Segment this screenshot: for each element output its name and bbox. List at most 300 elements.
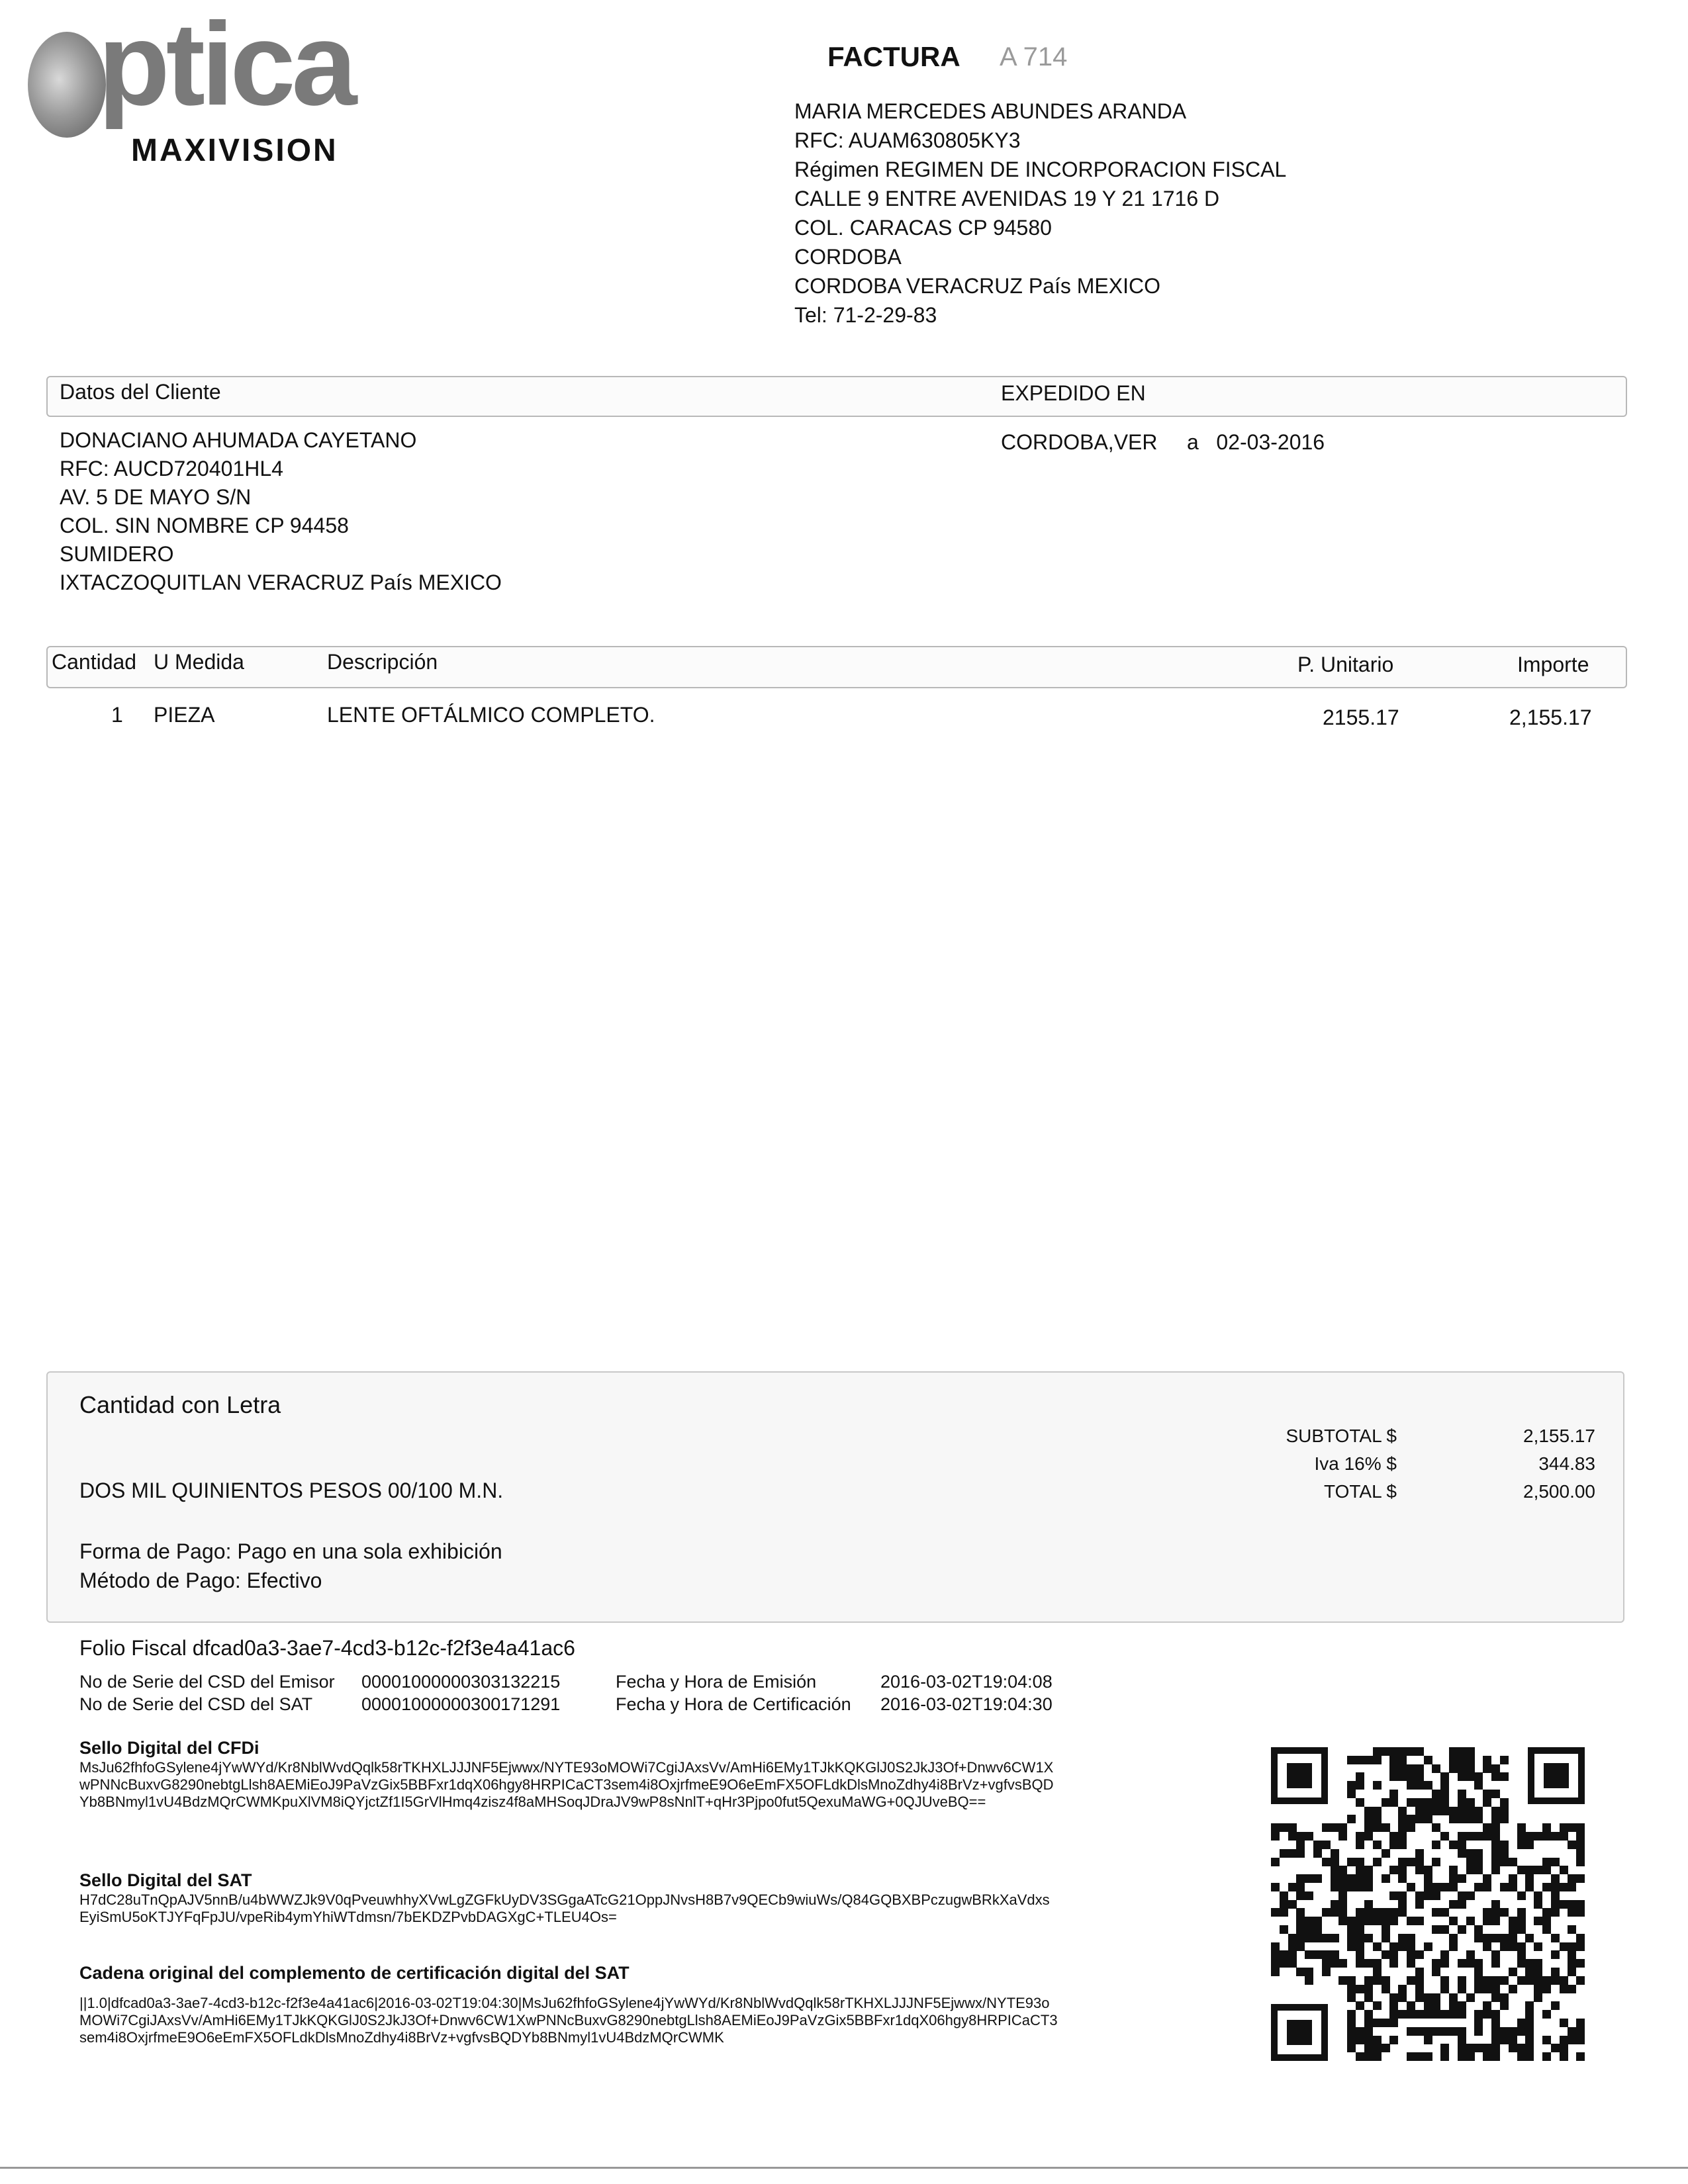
qr-module <box>1509 1917 1517 1925</box>
qr-module <box>1338 1917 1347 1925</box>
qr-module <box>1466 2052 1475 2061</box>
qr-module <box>1458 1772 1466 1781</box>
qr-module <box>1542 1866 1551 1874</box>
qr-module <box>1466 1832 1475 1841</box>
qr-module <box>1356 1985 1364 1993</box>
qr-module <box>1432 1925 1440 1934</box>
qr-module <box>1280 1900 1288 1909</box>
total-value: 2,500.00 <box>1523 1481 1595 1502</box>
qr-module <box>1424 1815 1432 1823</box>
qr-module <box>1500 2001 1509 2010</box>
qr-module <box>1458 1832 1466 1841</box>
total-label: TOTAL $ <box>1324 1481 1397 1502</box>
qr-module <box>1500 1942 1509 1951</box>
qr-module <box>1373 1807 1382 1815</box>
qr-module <box>1483 2044 1491 2052</box>
qr-module <box>1338 1874 1347 1883</box>
qr-module <box>1356 1781 1364 1790</box>
qr-module <box>1389 1866 1398 1874</box>
qr-module <box>1551 1832 1560 1841</box>
qr-module <box>1483 1790 1491 1798</box>
qr-module <box>1458 1874 1466 1883</box>
qr-module <box>1356 1874 1364 1883</box>
qr-module <box>1440 1790 1449 1798</box>
qr-module <box>1338 1823 1347 1832</box>
qr-module <box>1271 1883 1280 1891</box>
qr-module <box>1440 1959 1449 1968</box>
qr-module <box>1491 1866 1500 1874</box>
qr-module <box>1517 2052 1526 2061</box>
qr-module <box>1491 1815 1500 1823</box>
qr-module <box>1432 1858 1440 1866</box>
qr-module <box>1542 2052 1551 2061</box>
qr-module <box>1407 1823 1415 1832</box>
qr-module <box>1398 1993 1407 2002</box>
qr-module <box>1322 1823 1331 1832</box>
qr-module <box>1491 1790 1500 1798</box>
qr-module <box>1415 1985 1424 1993</box>
cadena-original-clip <box>79 1995 1059 2054</box>
qr-module <box>1389 2001 1398 2010</box>
qr-module <box>1440 2052 1449 2061</box>
qr-module <box>1415 2027 1424 2036</box>
qr-module <box>1398 1756 1407 1764</box>
qr-module <box>1407 1917 1415 1925</box>
qr-module <box>1382 1950 1390 1959</box>
qr-module <box>1305 1976 1313 1985</box>
qr-module <box>1389 1891 1398 1900</box>
qr-module <box>1449 1756 1458 1764</box>
qr-module <box>1509 1925 1517 1934</box>
qr-module <box>1474 2027 1483 2036</box>
qr-module <box>1389 1756 1398 1764</box>
qr-module <box>1517 1823 1526 1832</box>
qr-module <box>1364 2027 1373 2036</box>
issuer-regimen: Régimen REGIMEN DE INCORPORACION FISCAL <box>794 158 1287 181</box>
qr-module <box>1398 1832 1407 1841</box>
qr-module <box>1415 1849 1424 1858</box>
qr-module <box>1356 1934 1364 1942</box>
qr-module <box>1398 1942 1407 1951</box>
qr-module <box>1466 1772 1475 1781</box>
qr-module <box>1271 1858 1280 1866</box>
qr-module <box>1560 2019 1568 2027</box>
lens-icon <box>28 32 106 138</box>
qr-module <box>1364 1976 1373 1985</box>
qr-module <box>1347 1942 1356 1951</box>
qr-module <box>1322 1959 1331 1968</box>
qr-module <box>1534 1917 1542 1925</box>
qr-module <box>1382 1976 1390 1985</box>
qr-module <box>1356 1832 1364 1841</box>
logo-wordmark: ptica <box>98 0 353 130</box>
qr-module <box>1525 1832 1534 1841</box>
qr-module <box>1509 2036 1517 2044</box>
qr-module <box>1525 1883 1534 1891</box>
qr-module <box>1296 1917 1305 1925</box>
qr-module <box>1517 1908 1526 1917</box>
qr-module <box>1398 1985 1407 1993</box>
qr-module <box>1398 1858 1407 1866</box>
qr-module <box>1542 1908 1551 1917</box>
qr-module <box>1474 1849 1483 1858</box>
qr-module <box>1483 1823 1491 1832</box>
qr-module <box>1288 1900 1297 1909</box>
qr-module <box>1509 2044 1517 2052</box>
qr-module <box>1424 1891 1432 1900</box>
qr-finder-bottom-left <box>1271 2004 1328 2061</box>
qr-module <box>1415 2010 1424 2019</box>
qr-module <box>1491 1985 1500 1993</box>
qr-module <box>1356 1950 1364 1959</box>
qr-module <box>1398 1841 1407 1849</box>
qr-module <box>1432 2010 1440 2019</box>
qr-module <box>1500 1807 1509 1815</box>
qr-module <box>1432 1790 1440 1798</box>
qr-module <box>1466 1891 1475 1900</box>
qr-module <box>1424 2052 1432 2061</box>
qr-module <box>1407 1959 1415 1968</box>
qr-module <box>1398 1823 1407 1832</box>
qr-module <box>1305 1874 1313 1883</box>
qr-module <box>1322 1858 1331 1866</box>
qr-module <box>1517 1866 1526 1874</box>
qr-module <box>1398 1772 1407 1781</box>
qr-module <box>1424 1807 1432 1815</box>
qr-module <box>1491 1993 1500 2002</box>
qr-module <box>1466 1815 1475 1823</box>
qr-module <box>1338 1832 1347 1841</box>
qr-module <box>1382 2019 1390 2027</box>
qr-module <box>1347 1858 1356 1866</box>
qr-module <box>1313 1841 1322 1849</box>
qr-module <box>1389 1917 1398 1925</box>
qr-module <box>1440 1781 1449 1790</box>
qr-module <box>1474 1959 1483 1968</box>
qr-module <box>1389 1993 1398 2002</box>
qr-module <box>1364 2010 1373 2019</box>
issuer-name: MARIA MERCEDES ABUNDES ARANDA <box>794 99 1187 123</box>
client-street: AV. 5 DE MAYO S/N <box>60 485 252 509</box>
qr-module <box>1331 1874 1339 1883</box>
cadena-original-title: Cadena original del complemento de certificación digital del SAT <box>79 1963 630 1983</box>
qr-module <box>1483 1874 1491 1883</box>
qr-module <box>1458 2001 1466 2010</box>
qr-module <box>1415 1891 1424 1900</box>
qr-module <box>1525 2027 1534 2036</box>
qr-module <box>1347 1883 1356 1891</box>
qr-module <box>1347 1993 1356 2002</box>
qr-module <box>1500 1841 1509 1849</box>
qr-module <box>1474 1866 1483 1874</box>
qr-module <box>1517 1925 1526 1934</box>
qr-module <box>1356 1772 1364 1781</box>
qr-module <box>1338 1883 1347 1891</box>
qr-module <box>1338 1976 1347 1985</box>
qr-module <box>1525 1959 1534 1968</box>
issuer-street: CALLE 9 ENTRE AVENIDAS 19 Y 21 1716 D <box>794 187 1220 210</box>
qr-module <box>1415 1807 1424 1815</box>
qr-module <box>1424 1942 1432 1951</box>
emision-label: Fecha y Hora de Emisión <box>616 1672 817 1692</box>
qr-module <box>1373 1942 1382 1951</box>
qr-module <box>1449 2010 1458 2019</box>
qr-module <box>1458 2044 1466 2052</box>
qr-module <box>1483 1976 1491 1985</box>
qr-module <box>1415 1764 1424 1773</box>
qr-module <box>1432 1764 1440 1773</box>
qr-module <box>1296 1925 1305 1934</box>
qr-module <box>1458 1959 1466 1968</box>
col-header-descripcion: Descripción <box>327 650 438 674</box>
qr-module <box>1415 1866 1424 1874</box>
client-name: DONACIANO AHUMADA CAYETANO <box>60 428 417 452</box>
qr-module <box>1389 1790 1398 1798</box>
qr-module <box>1364 1815 1373 1823</box>
qr-module <box>1483 1764 1491 1773</box>
qr-module <box>1483 1934 1491 1942</box>
qr-module <box>1542 2010 1551 2019</box>
qr-module <box>1432 1993 1440 2002</box>
qr-module <box>1313 1934 1322 1942</box>
row-unitario: 2155.17 <box>1323 705 1399 729</box>
qr-module <box>1576 1959 1585 1968</box>
qr-module <box>1560 2036 1568 2044</box>
qr-module <box>1356 1917 1364 1925</box>
qr-module <box>1440 2044 1449 2052</box>
qr-module <box>1474 1858 1483 1866</box>
qr-module <box>1296 1849 1305 1858</box>
qr-module <box>1288 1823 1297 1832</box>
qr-module <box>1483 1942 1491 1951</box>
qr-module <box>1356 2052 1364 2061</box>
qr-module <box>1576 1832 1585 1841</box>
qr-module <box>1432 1823 1440 1832</box>
qr-module <box>1313 1874 1322 1883</box>
qr-module <box>1280 1891 1288 1900</box>
qr-module <box>1305 1934 1313 1942</box>
row-descripcion: LENTE OFTÁLMICO COMPLETO. <box>327 703 655 727</box>
qr-module <box>1449 1934 1458 1942</box>
qr-module <box>1389 1764 1398 1773</box>
qr-module <box>1364 1985 1373 1993</box>
qr-module <box>1551 1976 1560 1985</box>
qr-module <box>1356 1866 1364 1874</box>
qr-finder-top-right <box>1528 1747 1585 1804</box>
qr-module <box>1458 1849 1466 1858</box>
qr-module <box>1373 1841 1382 1849</box>
qr-module <box>1474 1968 1483 1976</box>
csd-emisor-value: 00001000000303132215 <box>361 1672 561 1692</box>
qr-module <box>1331 1866 1339 1874</box>
qr-module <box>1331 1823 1339 1832</box>
qr-module <box>1432 1798 1440 1807</box>
qr-module <box>1534 1959 1542 1968</box>
qr-module <box>1525 1874 1534 1883</box>
qr-module <box>1500 1815 1509 1823</box>
col-header-unitario: P. Unitario <box>1297 653 1394 676</box>
qr-module <box>1576 1823 1585 1832</box>
qr-module <box>1449 1815 1458 1823</box>
qr-module <box>1364 1959 1373 1968</box>
qr-module <box>1288 1883 1297 1891</box>
qr-module <box>1534 1976 1542 1985</box>
qr-module <box>1500 1883 1509 1891</box>
qr-module <box>1407 2052 1415 2061</box>
qr-module <box>1322 1908 1331 1917</box>
qr-module <box>1509 1942 1517 1951</box>
qr-module <box>1347 2036 1356 2044</box>
csd-emisor-label: No de Serie del CSD del Emisor <box>79 1672 335 1692</box>
qr-module <box>1398 1866 1407 1874</box>
client-section-label: Datos del Cliente <box>60 380 221 404</box>
qr-module <box>1491 1917 1500 1925</box>
qr-module <box>1415 1781 1424 1790</box>
cadena-original-text: ||1.0|dfcad0a3-3ae7-4cd3-b12c-f2f3e4a41ac6|2016-03-02T19:04:30|MsJu62fhfoGSylene4jYwWYd/Kr8NblWvdQqlk58rTKHXLJJJNF5Ejwwx/NYTE93oMOWi7CgiJAxsVv/AmHi6EMy1TJkKQKGlJ0S2JkJ3Of+Dnwv6CW1XwPNNcBuxvG8290nebtgLlsh8AEMiEoJ9PaVzGix5BBFxr1dqX06hgy8HRPICaCT3sem4i8OxjrfmeE9O6eEmFX5OFLdkDlsMnoZdhy4i8BrVz+vgfvsBQDYb8BNmyl1vU4BdzMQrCWMK <box>79 1995 1058 2046</box>
qr-module <box>1407 1815 1415 1823</box>
sello-sat-text: H7dC28uTnQpAJV5nnB/u4bWWZJk9V0qPveuwhhyXVwLgZGFkUyDV3SGgaATcG21OppJNvsH8B7v9QECb9wiuWs/Q84GQBXBPczugwBRkXaVdxsEyiSmU5oKTJYFqFpJU/vpeRib4ymYhiWTdmsn/7bEKDZPvbDAGXgC+TLEU4Os= <box>79 1891 1050 1925</box>
qr-module <box>1542 1858 1551 1866</box>
qr-module <box>1313 1925 1322 1934</box>
qr-module <box>1415 1968 1424 1976</box>
qr-module <box>1534 1985 1542 1993</box>
amount-in-words: DOS MIL QUINIENTOS PESOS 00/100 M.N. <box>79 1479 504 1502</box>
qr-module <box>1491 1900 1500 1909</box>
qr-module <box>1576 1849 1585 1858</box>
qr-module <box>1356 2036 1364 2044</box>
qr-module <box>1382 1908 1390 1917</box>
qr-module <box>1474 1772 1483 1781</box>
issuer-block <box>794 97 1286 330</box>
qr-module <box>1415 1772 1424 1781</box>
qr-module <box>1509 1883 1517 1891</box>
qr-module <box>1525 2019 1534 2027</box>
qr-module <box>1382 1849 1390 1858</box>
qr-module <box>1313 1917 1322 1925</box>
qr-module <box>1424 1883 1432 1891</box>
qr-module <box>1398 1891 1407 1900</box>
qr-module <box>1568 1883 1576 1891</box>
qr-module <box>1517 1891 1526 1900</box>
qr-module <box>1458 1815 1466 1823</box>
client-state: IXTACZOQUITLAN VERACRUZ País MEXICO <box>60 570 502 594</box>
qr-module <box>1491 1764 1500 1773</box>
qr-module <box>1466 1849 1475 1858</box>
qr-module <box>1322 1841 1331 1849</box>
qr-module <box>1525 1866 1534 1874</box>
qr-module <box>1415 1976 1424 1985</box>
qr-module <box>1458 2036 1466 2044</box>
qr-module <box>1576 1934 1585 1942</box>
qr-module <box>1432 1841 1440 1849</box>
qr-module <box>1509 1874 1517 1883</box>
qr-module <box>1389 1832 1398 1841</box>
emision-value: 2016-03-02T19:04:08 <box>880 1672 1053 1692</box>
qr-module <box>1432 1883 1440 1891</box>
qr-module <box>1525 1934 1534 1942</box>
qr-module <box>1373 1908 1382 1917</box>
qr-module <box>1338 1900 1347 1909</box>
qr-module <box>1347 2027 1356 2036</box>
iva-value: 344.83 <box>1538 1453 1595 1474</box>
qr-module <box>1458 1985 1466 1993</box>
qr-module <box>1296 1891 1305 1900</box>
qr-module <box>1466 1858 1475 1866</box>
qr-module <box>1491 1832 1500 1841</box>
csd-sat-label: No de Serie del CSD del SAT <box>79 1694 313 1714</box>
qr-module <box>1373 2036 1382 2044</box>
qr-module <box>1458 1798 1466 1807</box>
qr-module <box>1509 2027 1517 2036</box>
qr-module <box>1347 1781 1356 1790</box>
qr-module <box>1364 2036 1373 2044</box>
qr-module <box>1500 2027 1509 2036</box>
qr-module <box>1331 1849 1339 1858</box>
qr-module <box>1466 2044 1475 2052</box>
qr-module <box>1542 1883 1551 1891</box>
qr-module <box>1491 2027 1500 2036</box>
qr-module <box>1382 1874 1390 1883</box>
subtotal-label: SUBTOTAL $ <box>1286 1426 1397 1446</box>
qr-module <box>1296 1841 1305 1849</box>
qr-module <box>1373 2052 1382 2061</box>
qr-module <box>1534 1993 1542 2002</box>
qr-module <box>1398 1747 1407 1756</box>
qr-module <box>1347 1925 1356 1934</box>
qr-module <box>1432 2027 1440 2036</box>
qr-module <box>1568 1942 1576 1951</box>
qr-module <box>1491 2019 1500 2027</box>
qr-module <box>1356 1883 1364 1891</box>
qr-module <box>1542 1917 1551 1925</box>
qr-module <box>1407 1781 1415 1790</box>
qr-module <box>1449 1883 1458 1891</box>
qr-module <box>1389 1942 1398 1951</box>
qr-module <box>1415 1858 1424 1866</box>
qr-module <box>1576 2052 1585 2061</box>
qr-module <box>1449 1993 1458 2002</box>
qr-module <box>1382 1747 1390 1756</box>
qr-module <box>1271 1908 1280 1917</box>
qr-module <box>1568 1823 1576 1832</box>
qr-module <box>1551 1968 1560 1976</box>
qr-module <box>1296 1968 1305 1976</box>
qr-module <box>1373 2044 1382 2052</box>
qr-module <box>1288 1849 1297 1858</box>
qr-module <box>1280 1908 1288 1917</box>
qr-module <box>1440 1976 1449 1985</box>
qr-module <box>1560 1832 1568 1841</box>
qr-module <box>1432 1959 1440 1968</box>
qr-module <box>1551 1891 1560 1900</box>
qr-module <box>1398 1807 1407 1815</box>
qr-module <box>1474 1976 1483 1985</box>
qr-module <box>1331 1959 1339 1968</box>
qr-module <box>1491 1823 1500 1832</box>
qr-module <box>1525 1976 1534 1985</box>
qr-module <box>1364 1883 1373 1891</box>
expedido-label: EXPEDIDO EN <box>1001 381 1146 405</box>
qr-module <box>1373 1959 1382 1968</box>
client-header-bar <box>46 376 1627 417</box>
qr-module <box>1407 1764 1415 1773</box>
qr-module <box>1271 1968 1280 1976</box>
qr-module <box>1517 1832 1526 1841</box>
qr-module <box>1373 1968 1382 1976</box>
qr-module <box>1280 1959 1288 1968</box>
qr-module <box>1560 1900 1568 1909</box>
qr-module <box>1483 2052 1491 2061</box>
